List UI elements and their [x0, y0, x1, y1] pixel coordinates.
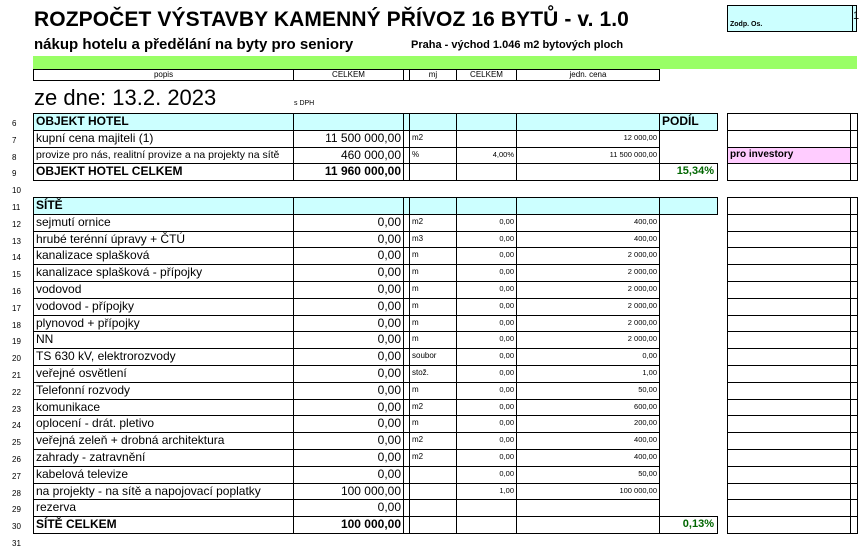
responsible-person-label: Zodp. Os.	[730, 21, 763, 28]
row-number: 10	[12, 186, 21, 196]
cell-cena[interactable]: 400,00	[516, 449, 660, 467]
cell-mj[interactable]: soubor	[409, 348, 457, 366]
row-number: 15	[12, 270, 21, 280]
row-number: 13	[12, 236, 21, 246]
cell-celkem[interactable]: 11 960 000,00	[293, 163, 404, 181]
cell-mj[interactable]	[409, 466, 457, 484]
cell-cena[interactable]: 2 000,00	[516, 298, 660, 316]
cell-celkem[interactable]: 0,00	[293, 281, 404, 299]
cell-edge[interactable]	[850, 382, 858, 400]
row-number: 19	[12, 337, 21, 347]
cell-edge[interactable]	[850, 197, 858, 215]
cell-extra[interactable]	[727, 466, 851, 484]
cell-cena[interactable]: 400,00	[516, 432, 660, 450]
cell-edge[interactable]	[850, 113, 858, 131]
row-number: 17	[12, 303, 21, 313]
cell-celkem[interactable]	[293, 197, 404, 215]
cell-mnozstvi[interactable]: 0,00	[456, 298, 517, 316]
row-number: 24	[12, 421, 21, 431]
cell-mj[interactable]: m	[409, 331, 457, 349]
cell-extra[interactable]	[727, 415, 851, 433]
sheet-subtitle: nákup hotelu a předělání na byty pro seniory	[34, 36, 354, 53]
cell-popis[interactable]: na projekty - na sítě a napojovací poplatky	[33, 483, 294, 501]
row-number: 27	[12, 471, 21, 481]
cell-mj[interactable]	[409, 163, 457, 181]
cell-edge[interactable]	[850, 264, 858, 282]
cell-mnozstvi[interactable]	[456, 516, 517, 534]
cell-mnozstvi[interactable]: 0,00	[456, 214, 517, 232]
cell-mnozstvi[interactable]: 0,00	[456, 247, 517, 265]
row-number: 28	[12, 488, 21, 498]
row-number: 25	[12, 438, 21, 448]
cell-cena[interactable]	[516, 197, 660, 215]
cell-mnozstvi[interactable]: 0,00	[456, 432, 517, 450]
cell-edge[interactable]	[850, 415, 858, 433]
cell-edge[interactable]	[850, 348, 858, 366]
row-number: 21	[12, 371, 21, 380]
row-number: 22	[12, 387, 21, 397]
cell-mj[interactable]	[409, 516, 457, 534]
cell-extra[interactable]	[727, 247, 851, 265]
cell-celkem[interactable]: 0,00	[293, 449, 404, 467]
cell-cena[interactable]: 2 000,00	[516, 331, 660, 349]
cell-popis[interactable]: kupní cena majiteli (1)	[33, 130, 294, 148]
cell-popis[interactable]: OBJEKT HOTEL	[33, 113, 294, 131]
cell-celkem[interactable]: 0,00	[293, 264, 404, 282]
cell-cena[interactable]: 1,00	[516, 365, 660, 383]
cell-popis[interactable]: komunikace	[33, 399, 294, 417]
cell-mnozstvi[interactable]: 0,00	[456, 231, 517, 249]
cell-mnozstvi[interactable]: 0,00	[456, 348, 517, 366]
cell-podil[interactable]	[659, 197, 718, 215]
cell-cena[interactable]: 12 000,00	[516, 130, 660, 148]
cell-mj[interactable]: %	[409, 147, 457, 165]
cell-mj[interactable]: m2	[409, 432, 457, 450]
cell-mj[interactable]	[409, 499, 457, 517]
cell-mnozstvi[interactable]	[456, 113, 517, 131]
cell-mnozstvi[interactable]: 1,00	[456, 483, 517, 501]
cell-edge[interactable]	[850, 147, 858, 165]
row-number: 16	[12, 287, 21, 296]
row-number: 29	[12, 505, 21, 515]
cell-celkem[interactable]: 0,00	[293, 214, 404, 232]
green-header-band	[33, 56, 857, 69]
cell-celkem[interactable]: 0,00	[293, 348, 404, 366]
cell-popis[interactable]: provize pro nás, realitní provize a na projekty na sítě	[33, 147, 294, 165]
cell-celkem[interactable]: 0,00	[293, 298, 404, 316]
row-number: 20	[12, 354, 21, 364]
cell-celkem[interactable]: 100 000,00	[293, 516, 404, 534]
row-number: 12	[12, 219, 21, 229]
cell-extra[interactable]	[727, 197, 851, 215]
row-number: 18	[12, 320, 21, 330]
cell-mnozstvi[interactable]: 0,00	[456, 315, 517, 333]
cell-extra[interactable]	[727, 432, 851, 450]
cell-mnozstvi[interactable]: 0,00	[456, 382, 517, 400]
cell-celkem[interactable]: 0,00	[293, 231, 404, 249]
cell-mj[interactable]	[409, 483, 457, 501]
cell-cena[interactable]: 0,00	[516, 348, 660, 366]
cell-mj[interactable]: m2	[409, 214, 457, 232]
cell-popis[interactable]: TS 630 kV, elektrorozvody	[33, 348, 294, 366]
cell-mnozstvi[interactable]: 0,00	[456, 264, 517, 282]
cell-extra[interactable]	[727, 231, 851, 249]
row-number: 8	[12, 152, 17, 162]
cell-popis[interactable]: SÍTĚ	[33, 197, 294, 215]
cell-mnozstvi[interactable]: 0,00	[456, 449, 517, 467]
cell-mnozstvi[interactable]: 0,00	[456, 365, 517, 383]
cell-popis[interactable]: kabelová televize	[33, 466, 294, 484]
cell-edge[interactable]	[850, 163, 858, 181]
row-number: 31	[12, 539, 21, 548]
cell-cena[interactable]: 100 000,00	[516, 483, 660, 501]
cell-popis[interactable]: oplocení - drát. pletivo	[33, 415, 294, 433]
cell-mnozstvi[interactable]: 0,00	[456, 466, 517, 484]
cell-celkem[interactable]	[293, 113, 404, 131]
row-number: 26	[12, 455, 21, 464]
cell-extra[interactable]	[727, 281, 851, 299]
row-number: 7	[12, 135, 17, 145]
cell-popis[interactable]: SÍTĚ CELKEM	[33, 516, 294, 534]
cell-celkem[interactable]: 0,00	[293, 432, 404, 450]
cell-mj[interactable]: m3	[409, 231, 457, 249]
cell-edge[interactable]	[850, 432, 858, 450]
cell-extra[interactable]	[727, 348, 851, 366]
cell-mj[interactable]: m2	[409, 449, 457, 467]
cell-edge[interactable]	[850, 281, 858, 299]
vat-note: s DPH	[294, 100, 315, 107]
cell-extra[interactable]	[727, 483, 851, 501]
cell-extra[interactable]	[727, 163, 851, 181]
cell-mnozstvi[interactable]: 4,00%	[456, 147, 517, 165]
cell-edge[interactable]	[850, 214, 858, 232]
cell-extra[interactable]: pro investory	[727, 147, 851, 165]
cell-edge[interactable]	[850, 466, 858, 484]
cell-extra[interactable]	[727, 315, 851, 333]
cell-extra[interactable]	[727, 331, 851, 349]
cell-mj[interactable]: m2	[409, 130, 457, 148]
cell-mj[interactable]: m	[409, 315, 457, 333]
cell-mj[interactable]: m	[409, 382, 457, 400]
cell-popis[interactable]: plynovod + přípojky	[33, 315, 294, 333]
cell-mnozstvi[interactable]	[456, 130, 517, 148]
cell-edge[interactable]	[850, 231, 858, 249]
cell-mj[interactable]	[409, 197, 457, 215]
cell-edge[interactable]	[850, 483, 858, 501]
cell-popis[interactable]: veřejná zeleň + drobná architektura	[33, 432, 294, 450]
cell-cena[interactable]: 600,00	[516, 399, 660, 417]
row-number: 23	[12, 404, 21, 414]
column-header-mj[interactable]: mj	[409, 69, 457, 81]
cell-popis[interactable]: Telefonní rozvody	[33, 382, 294, 400]
cell-mj[interactable]: m	[409, 247, 457, 265]
cell-edge[interactable]	[850, 399, 858, 417]
cell-edge[interactable]	[850, 315, 858, 333]
cell-celkem[interactable]: 460 000,00	[293, 147, 404, 165]
cell-extra[interactable]	[727, 499, 851, 517]
cell-mnozstvi[interactable]	[456, 163, 517, 181]
column-header-celkem[interactable]: CELKEM	[293, 69, 404, 81]
cell-celkem[interactable]: 0,00	[293, 365, 404, 383]
cell-cena[interactable]	[516, 516, 660, 534]
document-date: ze dne: 13.2. 2023	[34, 85, 217, 110]
cell-cena[interactable]: 2 000,00	[516, 315, 660, 333]
cell-edge[interactable]	[850, 331, 858, 349]
cell-celkem[interactable]: 0,00	[293, 382, 404, 400]
cell-mnozstvi[interactable]: 0,00	[456, 399, 517, 417]
cell-popis[interactable]: sejmutí ornice	[33, 214, 294, 232]
cell-celkem[interactable]: 0,00	[293, 399, 404, 417]
cell-extra[interactable]	[727, 365, 851, 383]
cell-extra[interactable]	[727, 130, 851, 148]
cell-extra[interactable]	[727, 382, 851, 400]
cell-mj[interactable]: m	[409, 281, 457, 299]
cell-edge[interactable]	[850, 516, 858, 534]
cell-cena[interactable]: 2 000,00	[516, 247, 660, 265]
cell-extra[interactable]	[727, 516, 851, 534]
location-note: Praha - východ 1.046 m2 bytových ploch	[411, 39, 624, 51]
cell-edge[interactable]	[850, 449, 858, 467]
cell-extra[interactable]	[727, 399, 851, 417]
cell-cena[interactable]: 2 000,00	[516, 281, 660, 299]
cell-popis[interactable]: zahrady - zatravnění	[33, 449, 294, 467]
cell-mj[interactable]: stož.	[409, 365, 457, 383]
cell-mnozstvi[interactable]	[456, 197, 517, 215]
cell-edge[interactable]	[850, 365, 858, 383]
cell-edge[interactable]	[850, 298, 858, 316]
cell-celkem[interactable]: 0,00	[293, 331, 404, 349]
cell-mnozstvi[interactable]: 0,00	[456, 331, 517, 349]
cell-cena[interactable]	[516, 163, 660, 181]
cell-edge[interactable]	[850, 499, 858, 517]
row-number: 9	[12, 169, 17, 179]
cell-extra[interactable]	[727, 214, 851, 232]
cell-mj[interactable]: m2	[409, 399, 457, 417]
cell-edge[interactable]	[850, 247, 858, 265]
cell-popis[interactable]: NN	[33, 331, 294, 349]
column-header-popis[interactable]: popis	[33, 69, 294, 81]
cell-podil[interactable]: 15,34%	[659, 163, 718, 181]
cell-cena[interactable]: 11 500 000,00	[516, 147, 660, 165]
cell-mj[interactable]: m	[409, 415, 457, 433]
cell-mj[interactable]: m	[409, 298, 457, 316]
cell-celkem[interactable]: 0,00	[293, 247, 404, 265]
cell-popis[interactable]: vodovod - přípojky	[33, 298, 294, 316]
cell-popis[interactable]: kanalizace splašková	[33, 247, 294, 265]
cell-mnozstvi[interactable]	[456, 499, 517, 517]
cell-cena[interactable]: 50,00	[516, 466, 660, 484]
cell-popis[interactable]: OBJEKT HOTEL CELKEM	[33, 163, 294, 181]
cell-celkem[interactable]: 0,00	[293, 415, 404, 433]
responsible-person-value: 1	[853, 10, 859, 22]
cell-celkem[interactable]: 0,00	[293, 466, 404, 484]
cell-cena[interactable]	[516, 499, 660, 517]
cell-mnozstvi[interactable]: 0,00	[456, 281, 517, 299]
cell-celkem[interactable]: 0,00	[293, 315, 404, 333]
cell-celkem[interactable]: 100 000,00	[293, 483, 404, 501]
cell-cena[interactable]: 400,00	[516, 231, 660, 249]
row-number: 11	[12, 203, 21, 212]
cell-cena[interactable]: 50,00	[516, 382, 660, 400]
cell-podil[interactable]: 0,13%	[659, 516, 718, 534]
cell-celkem[interactable]: 11 500 000,00	[293, 130, 404, 148]
cell-podil[interactable]: PODÍL	[659, 113, 718, 131]
cell-cena[interactable]	[516, 113, 660, 131]
column-header-celkem-2[interactable]: CELKEM	[456, 69, 517, 81]
cell-mnozstvi[interactable]: 0,00	[456, 415, 517, 433]
sheet-title: ROZPOČET VÝSTAVBY KAMENNÝ PŘÍVOZ 16 BYTŮ - v. 1.0	[34, 8, 629, 31]
cell-popis[interactable]: vodovod	[33, 281, 294, 299]
cell-popis[interactable]: rezerva	[33, 499, 294, 517]
cell-cena[interactable]: 200,00	[516, 415, 660, 433]
cell-cena[interactable]: 2 000,00	[516, 264, 660, 282]
row-number: 6	[12, 119, 17, 128]
cell-popis[interactable]: kanalizace splašková - přípojky	[33, 264, 294, 282]
cell-extra[interactable]	[727, 298, 851, 316]
cell-mj[interactable]: m	[409, 264, 457, 282]
cell-extra[interactable]	[727, 449, 851, 467]
cell-cena[interactable]: 400,00	[516, 214, 660, 232]
cell-celkem[interactable]: 0,00	[293, 499, 404, 517]
cell-popis[interactable]: veřejné osvětlení	[33, 365, 294, 383]
row-number: 30	[12, 522, 21, 532]
cell-mj[interactable]	[409, 113, 457, 131]
cell-extra[interactable]	[727, 264, 851, 282]
cell-popis[interactable]: hrubé terénní úpravy + ČTÚ	[33, 231, 294, 249]
row-number: 14	[12, 253, 21, 263]
column-header-jedn-cena[interactable]: jedn. cena	[516, 69, 660, 81]
cell-extra[interactable]	[727, 113, 851, 131]
cell-edge[interactable]	[850, 130, 858, 148]
